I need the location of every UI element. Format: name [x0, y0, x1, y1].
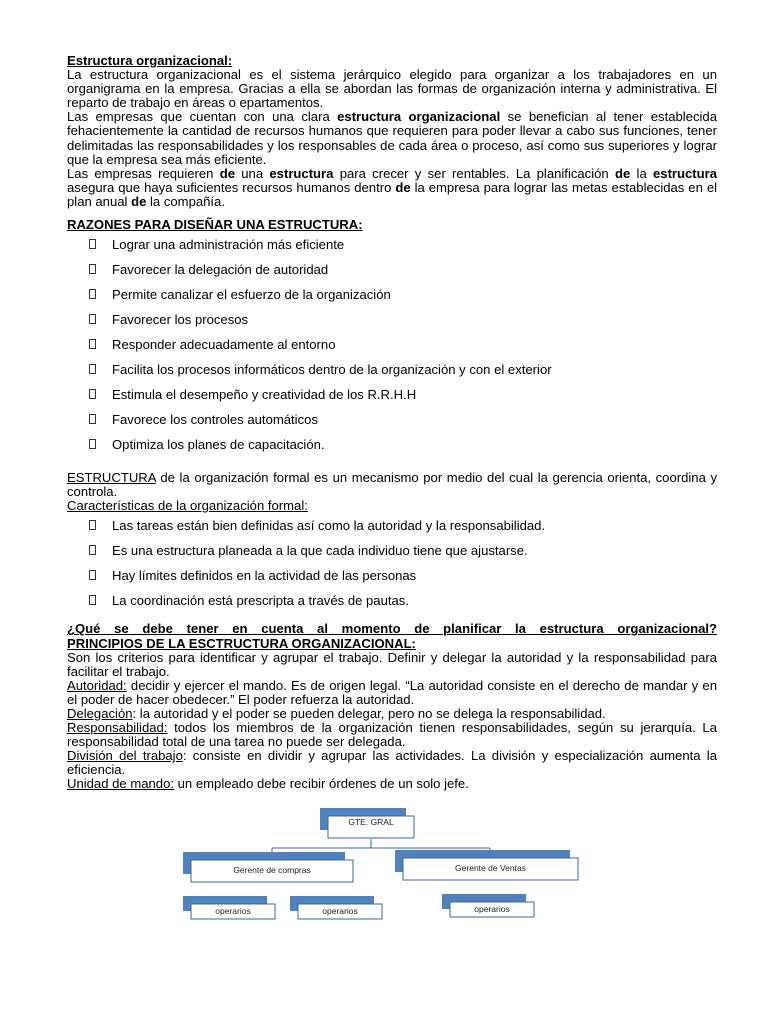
- list-item: [67, 313, 717, 338]
- term-definition: decidir y ejercer el mando. Es de origen legal. “La autoridad consiste en el derecho de mandar y en el poder de hacer obedecer.” El poder refuerza la autoridad.: [67, 677, 717, 707]
- org-node-right-child: operarios: [474, 904, 510, 914]
- term-responsabilidad: [67, 721, 717, 749]
- bullet-icon: [89, 364, 96, 374]
- term-label: Autoridad:: [67, 677, 127, 693]
- subtitle-caracteristicas: Características de la organización formal:: [67, 498, 308, 514]
- list-item: [67, 388, 717, 413]
- term-autoridad: [67, 679, 717, 707]
- list-item-text: Permite canalizar el esfuerzo de la organización: [112, 287, 391, 303]
- list-item-text: Lograr una administración más eficiente: [112, 237, 345, 253]
- term-definition: un empleado debe recibir órdenes de un solo jefe.: [174, 776, 469, 792]
- list-item-text: La coordinación está prescripta a través de pautas.: [112, 593, 409, 609]
- term-definition: todos los miembros de la organización tienen responsabilidades, según su jerarquía. La responsabilidad total de una tarea no puede ser delegada.: [67, 720, 717, 750]
- bullet-icon: [89, 414, 96, 424]
- list-item: [67, 569, 717, 594]
- bold-text: estructura: [653, 165, 718, 181]
- org-node-left-child-2: operarios: [322, 906, 358, 916]
- org-node-left-child-1: operarios: [215, 906, 251, 916]
- list-item: [67, 238, 717, 263]
- paragraph-1: La estructura organizacional es el sistema jerárquico elegido para organizar a los trabajadores en un organigrama en la empresa. Gracias a ella se abordan las formas de organización interna y administrativa. El reparto de trabajo en áreas o epartamentos.: [67, 67, 717, 111]
- list-item: [67, 263, 717, 288]
- bullet-icon: [89, 339, 96, 349]
- list-item: [67, 338, 717, 363]
- list-item: [67, 519, 717, 544]
- underlined-term: ESTRUCTURA: [67, 470, 156, 486]
- term-unidad-mando: [67, 777, 717, 791]
- list-item-text: Facilita los procesos informáticos dentro de la organización y con el exterior: [112, 362, 552, 378]
- bold-text: de: [131, 193, 147, 209]
- bullet-icon: [89, 264, 96, 274]
- list-item-text: Hay límites definidos en la actividad de las personas: [112, 568, 417, 584]
- org-node-left: Gerente de compras: [233, 865, 311, 875]
- term-label: Unidad de mando:: [67, 776, 175, 792]
- list-item-text: Favorecer los procesos: [112, 312, 249, 328]
- list-item: [67, 594, 717, 619]
- bullet-icon: [89, 314, 96, 324]
- bullet-icon: [89, 520, 96, 530]
- list-item-text: Las tareas están bien definidas así como la autoridad y la responsabilidad.: [112, 518, 546, 534]
- list-item-text: Favorece los controles automáticos: [112, 412, 318, 428]
- bullet-icon: [89, 389, 96, 399]
- bullet-icon: [89, 545, 96, 555]
- term-definition: : consiste en dividir y agrupar las actividades. La división y especialización aumenta la eficiencia.: [67, 748, 717, 778]
- heading-estructura: Estructura organizacional:: [67, 53, 233, 68]
- bullet-icon: [89, 595, 96, 605]
- razones-list: [67, 238, 717, 463]
- paragraph-2: [67, 110, 717, 166]
- bold-text: de: [395, 179, 411, 195]
- paragraph-principios: Son los criterios para identificar y agrupar el trabajo. Definir y delegar la autoridad y la responsabilidad para facilitar el trabajo.: [67, 649, 717, 679]
- term-label: División del trabajo: [67, 748, 183, 764]
- list-item: [67, 544, 717, 569]
- text: Las empresas requieren: [67, 165, 214, 181]
- question-heading: ¿Qué se debe tener en cuenta al momento de planificar la estructura organizacional?: [67, 621, 717, 637]
- term-delegacion: [67, 707, 717, 721]
- list-item-text: Responder adecuadamente al entorno: [112, 337, 336, 353]
- list-item-text: Favorecer la delegación de autoridad: [112, 262, 329, 278]
- bullet-icon: [89, 289, 96, 299]
- org-node-right: Gerente de Ventas: [455, 863, 526, 873]
- paragraph-formal: [67, 471, 717, 499]
- list-item: [67, 438, 717, 463]
- term-label: Delegación: [67, 705, 133, 721]
- bold-text: de: [614, 165, 631, 181]
- org-node-root: GTE. GRAL: [348, 817, 394, 827]
- text: la compañía.: [150, 193, 225, 209]
- heading-principios: PRINCIPIOS DE LA ESCTRUCTURA ORGANIZACIONAL:: [67, 635, 416, 651]
- bold-text: de: [219, 165, 235, 181]
- text: para crecer y ser rentables. La planificación: [339, 165, 609, 181]
- list-item: [67, 288, 717, 313]
- text: asegura que haya suficientes recursos humanos dentro: [67, 179, 392, 195]
- text: de la organización formal es un mecanismo por medio del cual la gerencia orienta, coordina y controla.: [67, 470, 718, 500]
- list-item-text: Es una estructura planeada a la que cada individuo tiene que ajustarse.: [112, 543, 528, 559]
- term-definition: : la autoridad y el poder se pueden delegar, pero no se delega la responsabilidad.: [132, 705, 606, 721]
- text: se benefician al tener establecida fehacientemente la cantidad de recursos humanos que requieren para poder llevar a cabo sus funciones, tener delimitadas las responsabilidades y los responsables de cada área o proceso, así como sus superiores y lograr que la empresa sea más eficiente.: [67, 109, 717, 167]
- text: la empresa para lograr las metas establecidas en el plan anual: [67, 179, 718, 209]
- list-item: [67, 363, 717, 388]
- bullet-icon: [89, 570, 96, 580]
- text: una: [241, 165, 264, 181]
- bullet-icon: [89, 439, 96, 449]
- list-item-text: Optimiza los planes de capacitación.: [112, 437, 325, 453]
- paragraph-3: [67, 167, 717, 209]
- list-item-text: Estimula el desempeño y creatividad de los R.R.H.H: [112, 387, 417, 403]
- list-item: [67, 413, 717, 438]
- term-division: [67, 749, 717, 777]
- bold-text: estructura: [269, 165, 334, 181]
- text: Las empresas que cuentan con una clara: [67, 109, 330, 125]
- caracteristicas-list: [67, 519, 717, 619]
- heading-razones: RAZONES PARA DISEÑAR UNA ESTRUCTURA:: [67, 217, 363, 233]
- document-body: [67, 54, 717, 792]
- term-label: Responsabilidad:: [67, 720, 168, 736]
- text: la: [636, 165, 647, 181]
- org-chart: [176, 808, 596, 932]
- bullet-icon: [89, 239, 96, 249]
- bold-text: estructura organizacional: [337, 109, 501, 125]
